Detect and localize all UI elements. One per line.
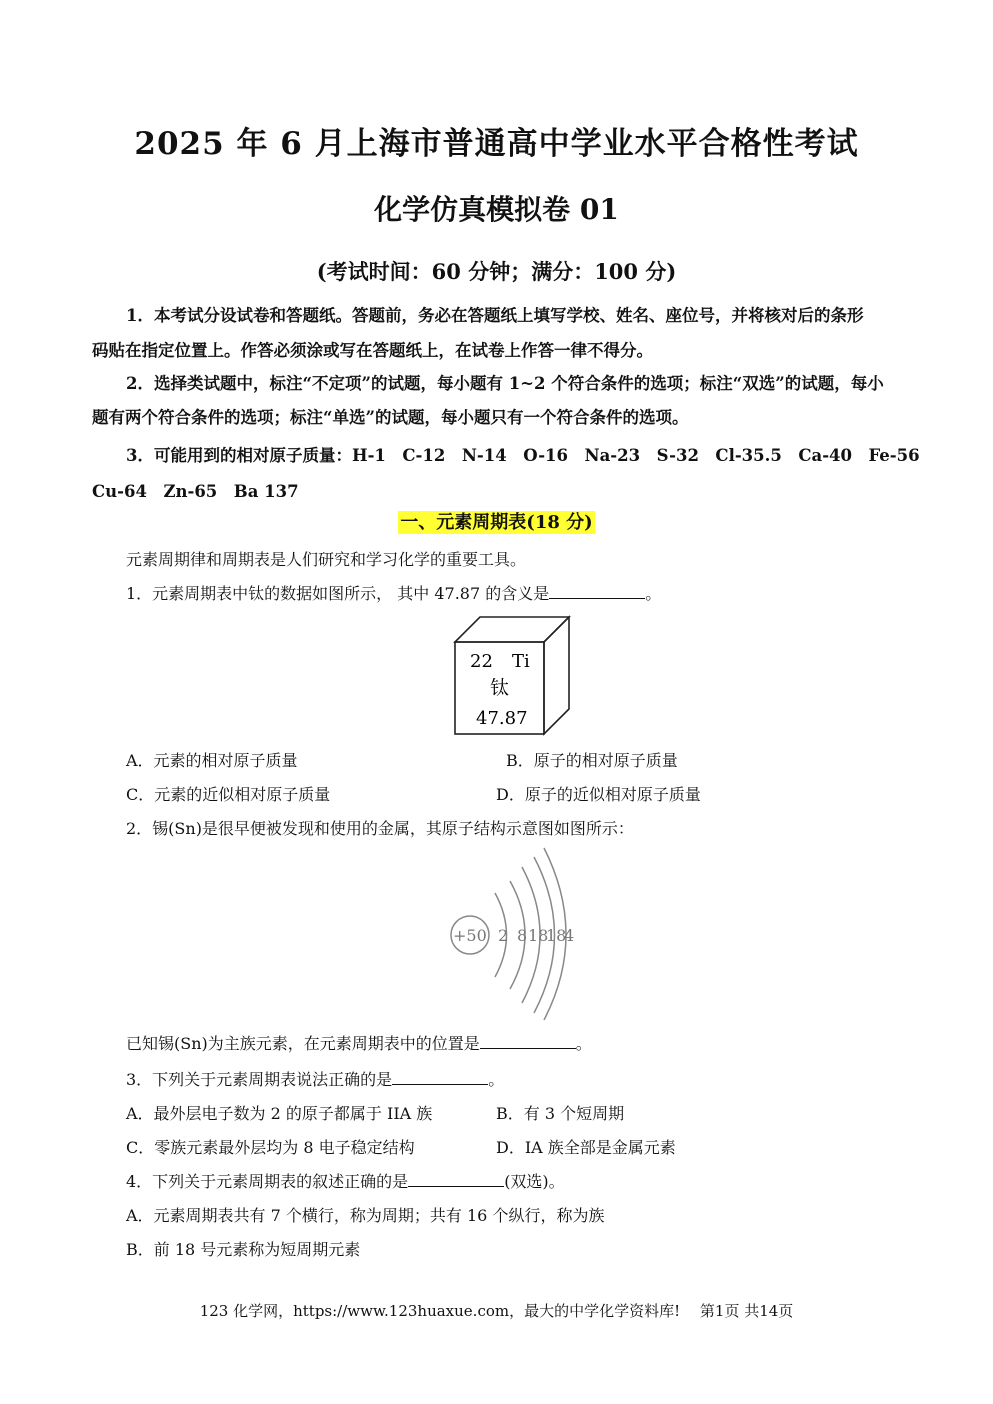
shell-1-electrons: 2 [498,926,509,945]
question-4-text: 4．下列关于元素周期表的叙述正确的是 [126,1172,409,1191]
question-3-end: 。 [488,1070,505,1089]
element-mass: 47.87 [476,708,528,729]
page-title: 2025 年 6 月上海市普通高中学业水平合格性考试 [134,126,859,162]
q4-option-a: A．元素周期表共有 7 个横行，称为周期；共有 16 个纵行，称为族 [126,1206,605,1225]
question-1-stem [126,581,661,604]
question-4-stem [126,1169,565,1192]
section-heading-label: 一、元素周期表(18 分) [400,512,593,533]
instruction-2-line-1: 2．选择类试题中，标注“不定项”的试题，每小题有 1~2 个符合条件的选项；标注“双选”的试题，每小 [126,374,884,393]
element-name: 钛 [490,677,510,699]
q1-option-d: D．原子的近似相对原子质量 [496,785,701,804]
instruction-3-line-1: 3．可能用到的相对原子质量：H-1 C-12 N-14 O-16 Na-23 S-32 Cl-35.5 Ca-40 Fe-56 [126,446,920,465]
instruction-2-line-2: 题有两个符合条件的选项；标注“单选”的试题，每小题只有一个符合条件的选项。 [92,408,689,427]
shell-2-electrons: 8 [517,926,528,945]
answer-blank [392,1070,488,1085]
answer-blank [408,1172,504,1187]
instruction-1-line-2: 码贴在指定位置上。作答必须涂或写在答题纸上，在试卷上作答一律不得分。 [92,341,653,360]
paper-subtitle: 化学仿真模拟卷 01 [374,193,619,226]
instruction-3-line-2: Cu-64 Zn-65 Ba 137 [92,482,299,501]
q1-option-a: A．元素的相对原子质量 [126,751,298,770]
page-footer: 123 化学网，https://www.123huaxue.com，最大的中学化学资料库! 第1页 共14页 [199,1302,794,1320]
q1-option-b: B．原子的相对原子质量 [506,751,678,770]
q1-option-c: C．元素的近似相对原子质量 [126,785,331,804]
question-2-follow-text: 已知锡(Sn)为主族元素，在元素周期表中的位置是 [126,1034,480,1053]
question-4-end: (双选)。 [504,1172,565,1191]
question-2-stem: 2．锡(Sn)是很早便被发现和使用的金属，其原子结构示意图如图所示： [126,819,634,838]
shell-4-electrons: 18 [546,926,567,945]
q4-option-b: B．前 18 号元素称为短周期元素 [126,1240,361,1259]
section-intro: 元素周期律和周期表是人们研究和学习化学的重要工具。 [126,550,527,569]
q3-option-a: A．最外层电子数为 2 的原子都属于 IIA 族 [126,1104,433,1123]
exam-info: (考试时间：60 分钟；满分：100 分) [316,259,677,284]
question-2-follow-end: 。 [575,1034,592,1053]
atomic-structure-diagram [440,845,590,1020]
q3-option-c: C．零族元素最外层均为 8 电子稳定结构 [126,1138,415,1157]
shell-5-electrons: 4 [564,926,575,945]
answer-blank [549,584,645,599]
nucleus-charge: +50 [453,926,487,945]
element-box-diagram [452,614,574,738]
question-2-follow [126,1031,592,1054]
question-1-text: 1．元素周期表中钛的数据如图所示， 其中 47.87 的含义是 [126,584,550,603]
instruction-1-line-1: 1．本考试分设试卷和答题纸。答题前，务必在答题纸上填写学校、姓名、座位号，并将核对后的条形 [126,306,864,325]
element-number: 22 [470,651,493,672]
q3-option-d: D．IA 族全部是金属元素 [496,1138,676,1157]
element-symbol: Ti [512,651,530,672]
shell-3-electrons: 18 [528,926,549,945]
question-3-text: 3．下列关于元素周期表说法正确的是 [126,1070,393,1089]
question-1-end: 。 [645,584,662,603]
question-3-stem [126,1067,504,1090]
q3-option-b: B．有 3 个短周期 [496,1104,625,1123]
section-heading [0,508,993,534]
answer-blank [480,1034,576,1049]
